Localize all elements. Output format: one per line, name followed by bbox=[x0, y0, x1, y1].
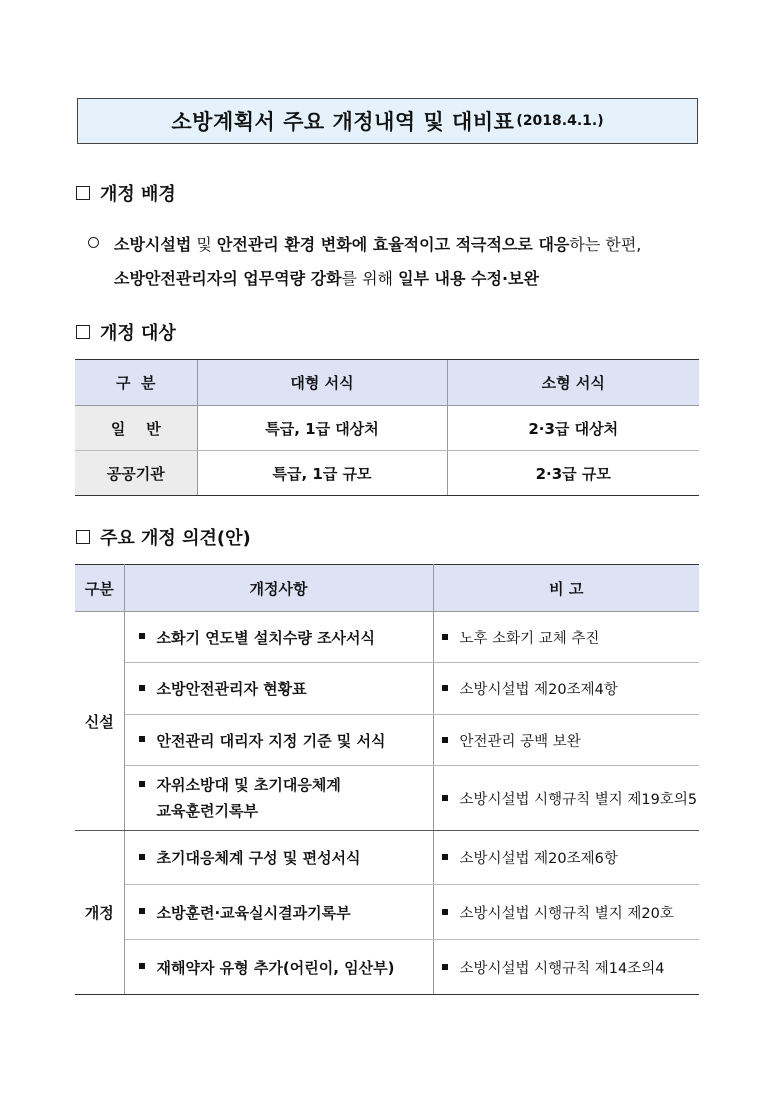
table-cell: 2·3급 대상처 bbox=[447, 406, 699, 451]
table-header: 소형 서식 bbox=[447, 360, 699, 406]
square-bullet-icon bbox=[139, 736, 145, 742]
table-row bbox=[75, 406, 699, 451]
table-header: 구분 bbox=[75, 565, 124, 612]
group-label: 개정 bbox=[75, 831, 124, 995]
section-target-title: 개정 대상 bbox=[100, 323, 176, 344]
document-date: (2018.4.1.) bbox=[516, 113, 604, 129]
table-header: 개정사항 bbox=[124, 565, 433, 612]
table-cell: 특급, 1급 규모 bbox=[197, 451, 447, 496]
table-cell bbox=[433, 663, 699, 715]
background-text-1b: 및 bbox=[191, 235, 217, 254]
square-bullet-icon bbox=[442, 685, 448, 691]
checkbox-icon bbox=[76, 325, 90, 339]
note-text: 소방시설법 제20조제4항 bbox=[459, 682, 618, 698]
section-background-title: 개정 배경 bbox=[100, 184, 176, 205]
checkbox-icon bbox=[76, 530, 90, 544]
square-bullet-icon bbox=[139, 685, 145, 691]
square-bullet-icon bbox=[139, 633, 145, 639]
item-text: 안전관리 대리자 지정 기준 및 서식 bbox=[156, 731, 386, 750]
square-bullet-icon bbox=[442, 795, 448, 801]
square-bullet-icon bbox=[139, 781, 145, 787]
section-opinion-title: 주요 개정 의견(안) bbox=[100, 528, 251, 549]
item-text: 재해약자 유형 추가(어린이, 임산부) bbox=[156, 958, 395, 977]
background-text-2a: 소방안전관리자의 업무역량 강화 bbox=[114, 269, 342, 288]
table-row bbox=[75, 940, 699, 995]
square-bullet-icon bbox=[442, 909, 448, 915]
note-text: 노후 소화기 교체 추진 bbox=[459, 630, 600, 647]
checkbox-icon bbox=[76, 186, 90, 200]
table-header: 비 고 bbox=[433, 565, 699, 612]
table-cell bbox=[124, 715, 433, 766]
table-cell bbox=[433, 831, 699, 885]
opinion-table bbox=[75, 564, 699, 995]
square-bullet-icon bbox=[442, 854, 448, 860]
table-cell bbox=[124, 766, 433, 831]
item-text: 자위소방대 및 초기대응체계 bbox=[156, 776, 341, 794]
table-row bbox=[75, 663, 699, 715]
section-target-heading bbox=[76, 319, 176, 345]
circle-bullet-icon bbox=[88, 237, 99, 248]
document-title: 소방계획서 주요 개정내역 및 대비표 bbox=[171, 110, 515, 134]
square-bullet-icon bbox=[139, 963, 145, 969]
item-text-line2: 교육훈련기록부 bbox=[156, 802, 258, 820]
table-row bbox=[75, 451, 699, 496]
background-line-2 bbox=[114, 266, 539, 289]
note-text: 소방시설법 제20조제6항 bbox=[459, 851, 618, 867]
background-text-1c: 안전관리 환경 변화에 효율적이고 적극적으로 대응 bbox=[216, 235, 570, 254]
target-table bbox=[75, 359, 699, 496]
table-cell bbox=[433, 766, 699, 831]
table-cell bbox=[124, 940, 433, 995]
item-text: 소방훈련·교육실시결과기록부 bbox=[156, 903, 351, 922]
background-text-1d: 하는 한편, bbox=[569, 235, 642, 254]
background-text-1a: 소방시설법 bbox=[114, 235, 192, 254]
section-background-heading bbox=[76, 180, 176, 206]
section-opinion-heading bbox=[76, 524, 251, 550]
table-cell bbox=[124, 885, 433, 940]
table-cell bbox=[124, 663, 433, 715]
background-text-2c: 일부 내용 수정·보완 bbox=[398, 269, 539, 288]
table-header: 대형 서식 bbox=[197, 360, 447, 406]
note-text: 안전관리 공백 보완 bbox=[459, 733, 581, 750]
title-box bbox=[77, 98, 698, 144]
table-cell bbox=[433, 940, 699, 995]
table-header-row bbox=[75, 360, 699, 406]
background-line-1 bbox=[114, 232, 641, 255]
table-row bbox=[75, 715, 699, 766]
note-text: 소방시설법 시행규칙 제14조의4 bbox=[459, 960, 665, 977]
item-text: 소방안전관리자 현황표 bbox=[156, 680, 307, 698]
square-bullet-icon bbox=[442, 634, 448, 640]
table-cell bbox=[433, 885, 699, 940]
table-cell: 특급, 1급 대상처 bbox=[197, 406, 447, 451]
table-row bbox=[75, 612, 699, 663]
square-bullet-icon bbox=[139, 908, 145, 914]
table-cell bbox=[433, 612, 699, 663]
row-label: 공공기관 bbox=[75, 451, 197, 496]
table-cell bbox=[124, 612, 433, 663]
group-label: 신설 bbox=[75, 612, 124, 831]
table-cell: 2·3급 규모 bbox=[447, 451, 699, 496]
table-header-row bbox=[75, 565, 699, 612]
item-text: 초기대응체계 구성 및 편성서식 bbox=[156, 849, 361, 867]
background-text-2b: 를 위해 bbox=[341, 269, 399, 288]
square-bullet-icon bbox=[139, 854, 145, 860]
square-bullet-icon bbox=[442, 737, 448, 743]
table-cell bbox=[124, 831, 433, 885]
table-row bbox=[75, 766, 699, 831]
note-text: 소방시설법 시행규칙 별지 제20호 bbox=[459, 905, 674, 922]
table-header: 구 분 bbox=[75, 360, 197, 406]
note-text: 소방시설법 시행규칙 별지 제19호의5 bbox=[459, 791, 698, 808]
item-text: 소화기 연도별 설치수량 조사서식 bbox=[156, 628, 376, 647]
row-label: 일 반 bbox=[75, 406, 197, 451]
table-cell bbox=[433, 715, 699, 766]
square-bullet-icon bbox=[442, 964, 448, 970]
table-row bbox=[75, 885, 699, 940]
table-row bbox=[75, 831, 699, 885]
